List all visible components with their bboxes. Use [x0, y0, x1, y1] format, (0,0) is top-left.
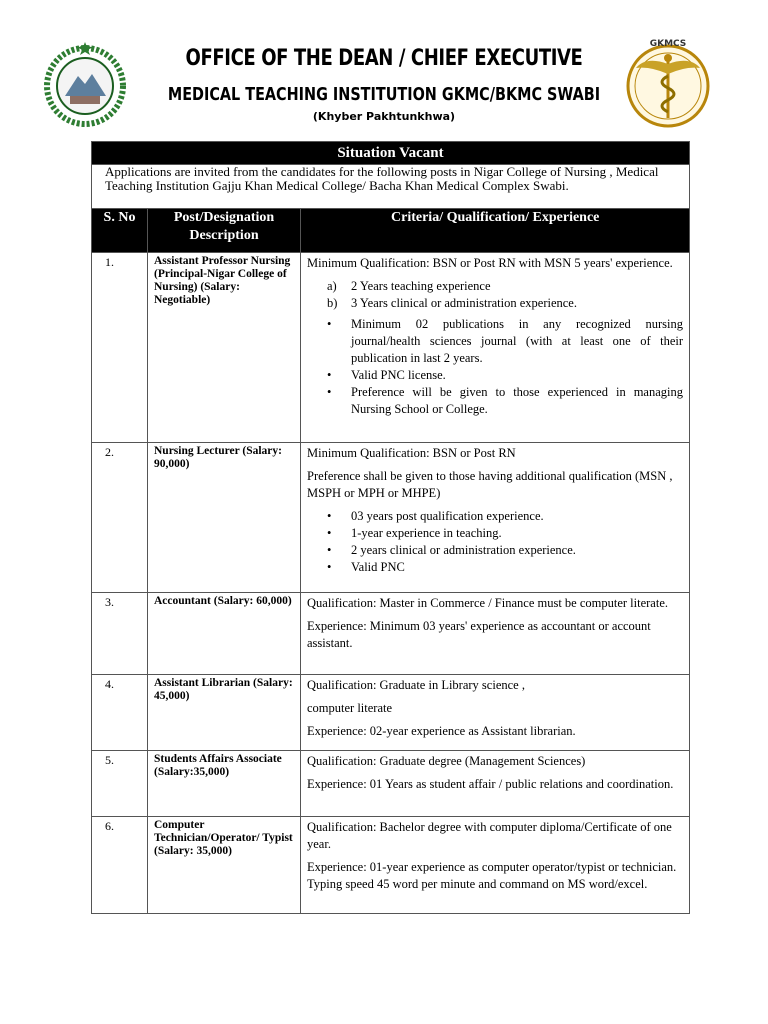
- serial-number: 5.: [92, 751, 148, 817]
- serial-number: 2.: [92, 443, 148, 593]
- situation-vacant-banner: Situation Vacant: [92, 142, 690, 165]
- list-item-text: 2 years clinical or administration experience.: [351, 543, 576, 557]
- list-item-text: 3 Years clinical or administration experience.: [351, 296, 577, 310]
- criteria-text: Experience: 01 Years as student affair / public relations and coordination.: [307, 777, 674, 791]
- criteria-text: Minimum Qualification: BSN or Post RN: [307, 446, 516, 460]
- post-description: Computer Technician/Operator/ Typist (Salary: 35,000): [148, 817, 301, 914]
- gkmcs-logo-text: GKMCS: [649, 39, 687, 49]
- serial-number: 3.: [92, 593, 148, 675]
- post-description: Assistant Professor Nursing (Principal-Nigar College of Nursing) (Salary: Negotiable): [148, 253, 301, 443]
- bullet-marker: •: [327, 317, 332, 331]
- list-item-text: Minimum 02 publications in any recognized nursing journal/health sciences journal (with at least one of their publication in last 2 years.: [351, 317, 683, 365]
- list-item: [327, 542, 683, 559]
- institution-title: MEDICAL TEACHING INSTITUTION GKMC/BKMC SWABI: [167, 84, 601, 105]
- table-row: [92, 443, 690, 593]
- column-header-criteria: Criteria/ Qualification/ Experience: [301, 209, 690, 253]
- table-row: [92, 593, 690, 675]
- list-item-text: Valid PNC license.: [351, 368, 446, 382]
- office-title: OFFICE OF THE DEAN / CHIEF EXECUTIVE: [185, 46, 583, 71]
- bullet-marker: •: [327, 526, 332, 540]
- criteria-list: [307, 278, 683, 312]
- criteria-text: computer literate: [307, 701, 393, 715]
- table-row: [92, 817, 690, 914]
- list-item: [327, 316, 683, 367]
- list-marker: a): [327, 279, 337, 293]
- post-description: Accountant (Salary: 60,000): [148, 593, 301, 675]
- bullet-marker: •: [327, 368, 332, 382]
- criteria-text: Experience: Minimum 03 years' experience as accountant or account assistant.: [307, 619, 651, 650]
- criteria-bullets: [307, 508, 683, 576]
- list-marker: b): [327, 296, 338, 310]
- intro-text: Applications are invited from the candidates for the following posts in Nigar College of Nursing , Medical Teaching Institution Gajju Khan Medical College/ Bacha Khan Medical Complex Swabi.: [92, 165, 690, 209]
- gkmcs-logo: [622, 36, 714, 132]
- column-header-post: Post/Designation Description: [148, 209, 301, 253]
- bullet-marker: •: [327, 509, 332, 523]
- criteria-text: Experience: 02-year experience as Assistant librarian.: [307, 724, 576, 738]
- criteria-text: Qualification: Graduate degree (Management Sciences): [307, 754, 586, 768]
- document-header: [0, 0, 768, 135]
- table-header-row: [92, 209, 690, 253]
- serial-number: 1.: [92, 253, 148, 443]
- list-item: [327, 508, 683, 525]
- post-description: Students Affairs Associate (Salary:35,000): [148, 751, 301, 817]
- column-header-sno: S. No: [92, 209, 148, 253]
- criteria-text: Experience: 01-year experience as computer operator/typist or technician. Typing speed 45 word per minute and command on MS word/excel.: [307, 860, 677, 891]
- serial-number: 6.: [92, 817, 148, 914]
- list-item: [327, 278, 683, 295]
- list-item: [327, 525, 683, 542]
- criteria-bullets: [307, 316, 683, 418]
- list-item-text: 2 Years teaching experience: [351, 279, 491, 293]
- serial-number: 4.: [92, 675, 148, 751]
- criteria-text: Preference shall be given to those having additional qualification (MSN , MSPH or MPH or MHPE): [307, 469, 673, 500]
- post-description: Assistant Librarian (Salary: 45,000): [148, 675, 301, 751]
- province-subtitle: (Khyber Pakhtunkhwa): [312, 110, 456, 123]
- criteria-cell: [301, 593, 690, 675]
- bullet-marker: •: [327, 560, 332, 574]
- criteria-text: Qualification: Bachelor degree with computer diploma/Certificate of one year.: [307, 820, 672, 851]
- list-item: [327, 384, 683, 418]
- table-row: [92, 253, 690, 443]
- list-item-text: 03 years post qualification experience.: [351, 509, 544, 523]
- criteria-cell: [301, 675, 690, 751]
- bullet-marker: •: [327, 385, 332, 399]
- post-description: Nursing Lecturer (Salary: 90,000): [148, 443, 301, 593]
- criteria-cell: [301, 253, 690, 443]
- criteria-text: Minimum Qualification: BSN or Post RN with MSN 5 years' experience.: [307, 256, 673, 270]
- table-row: [92, 751, 690, 817]
- list-item-text: Preference will be given to those experienced in managing Nursing School or College.: [351, 385, 683, 416]
- bullet-marker: •: [327, 543, 332, 557]
- list-item-text: 1-year experience in teaching.: [351, 526, 502, 540]
- criteria-cell: [301, 751, 690, 817]
- table-row: [92, 675, 690, 751]
- criteria-text: Qualification: Master in Commerce / Finance must be computer literate.: [307, 596, 668, 610]
- list-item: [327, 367, 683, 384]
- list-item: [327, 295, 683, 312]
- criteria-cell: [301, 817, 690, 914]
- criteria-cell: [301, 443, 690, 593]
- criteria-text: Qualification: Graduate in Library science ,: [307, 678, 525, 692]
- list-item: [327, 559, 683, 576]
- list-item-text: Valid PNC: [351, 560, 405, 574]
- vacancy-table: [91, 141, 690, 914]
